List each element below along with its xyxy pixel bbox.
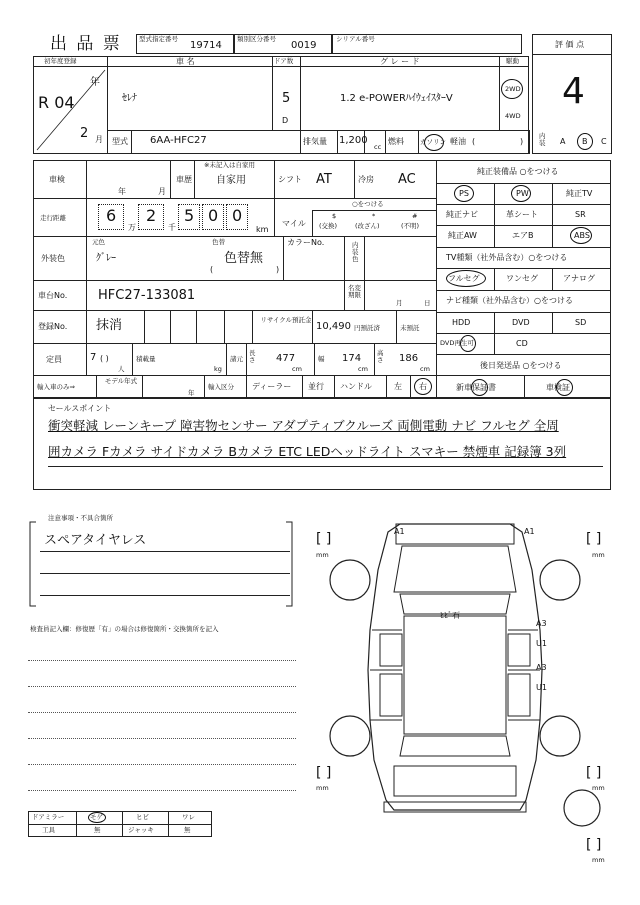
door-mirror-label: ドアミラー [32, 813, 65, 821]
type-no-label: 型式指定番号 [139, 35, 178, 43]
tools-label: 工具 [42, 826, 55, 834]
interior-a: A [560, 137, 566, 146]
damage-mark-door-u1-1: U1 [536, 639, 547, 648]
equip-pw: PW [516, 189, 529, 198]
mile-label: マイル [282, 219, 306, 228]
interior-b: B [582, 137, 588, 146]
fuel-diesel: 軽油 [450, 137, 466, 146]
import-parallel: 並行 [308, 382, 324, 391]
mileage-digit-3: 0 [232, 206, 243, 225]
mirror-mote-circle [88, 812, 106, 823]
equip-tv: 純正TV [566, 189, 593, 198]
recycle-label: リサイクル預託金 [260, 316, 312, 324]
length-label: 長さ [249, 349, 256, 365]
model-label: 型式 [112, 137, 128, 146]
model-value: 6AA-HFC27 [150, 135, 207, 146]
interior-color-label: 内装色 [352, 241, 359, 264]
star-mark: * [372, 212, 376, 220]
inspection-year-unit: 年 [118, 187, 126, 196]
length-value: 477 [276, 353, 296, 364]
dvd-playback: DVD再生可 [440, 339, 474, 347]
tv-fullseg-circle [446, 270, 486, 287]
equip-leather: 革シート [506, 210, 538, 219]
damage-mark-front-right: A1 [524, 527, 535, 536]
nav-dvd: DVD [512, 318, 530, 327]
class-no-value: 0019 [291, 40, 317, 51]
damage-mark-front-left: A1 [394, 527, 405, 536]
damage-mark-door-a3-1: A3 [536, 619, 547, 628]
equip-sr: SR [575, 210, 586, 219]
history-note: ※未記入は自家用 [204, 161, 255, 169]
import-dealer: ディーラー [252, 382, 292, 391]
chassis-value: HFC27-133081 [98, 288, 196, 303]
diagram-bracket-rear-right: [ ] [586, 765, 602, 781]
interior-c: C [601, 137, 607, 146]
hash-desc: (不明) [401, 222, 420, 230]
repaint-paren-open: ( [210, 265, 214, 274]
fuel-gasoline: ガソリン [420, 138, 446, 146]
vehicle-damage-diagram [310, 510, 630, 870]
mileage-digit-1: 5 [184, 206, 195, 225]
serial-label: シリアル番号 [336, 35, 375, 43]
reg-no-value: 抹消 [96, 318, 123, 333]
inspector-label: 検査員記入欄：修復歴「有」の場合は修復箇所・交換箇所を記入 [30, 625, 219, 633]
year-unit: 年 [90, 77, 100, 88]
later-warranty: 新車保証書 [456, 383, 496, 392]
first-reg-label: 初年度登録 [44, 57, 77, 65]
sales-point-line1: 衝突軽減 レーンキープ 障害物センサー アダプティブクルーズ 両側電動 ナビ フルセグ 全周 [48, 418, 559, 433]
length-unit: cm [292, 365, 302, 373]
tv-header: TV種類（社外品含む）○をつける [446, 253, 568, 262]
hash-mark: # [412, 212, 418, 220]
name-change-label: 名変期限 [348, 284, 361, 300]
fuel-label: 燃料 [388, 137, 404, 146]
nav-sd: SD [575, 318, 587, 327]
mileage-man: 6 [106, 206, 117, 225]
jack-value: 無 [184, 826, 191, 834]
load-label: 積載量 [136, 355, 156, 363]
circle-note: ○をつける [352, 200, 384, 208]
sen-unit: 千 [168, 223, 176, 232]
equip-airbag: エアB [512, 231, 534, 240]
dims-label: 諸元 [230, 355, 243, 363]
interior-label: 内装 [539, 132, 546, 147]
shift-label: シフト [278, 175, 302, 184]
star-desc: (改ざん) [355, 222, 380, 230]
capacity-unit: 人 [118, 365, 125, 373]
sales-point-line2: 囲カメラ Fカメラ サイドカメラ Bカメラ ETC LEDヘッドライト スマキー 禁煙車 記録簿 3列 [48, 444, 567, 459]
handle-label: ハンドル [340, 382, 372, 391]
equip-ps: PS [459, 189, 469, 198]
diagram-mm-spare: mm [592, 856, 605, 864]
recycle-value: 10,490 [316, 321, 351, 332]
recycle-none: 未預託 [400, 324, 420, 332]
width-unit: cm [358, 365, 368, 373]
reg-era-year: R 04 [38, 93, 75, 112]
notes-text: スペアタイヤレス [44, 533, 147, 548]
tv-oneseg: ワンセグ [506, 274, 538, 283]
displacement-value: 1,200 [339, 135, 368, 146]
door-count: 5 [282, 91, 291, 106]
import-cat-label: 輸入区分 [208, 383, 234, 391]
orig-color: ｸﾞﾚｰ [96, 253, 116, 264]
handle-left: 左 [394, 382, 402, 391]
tv-fullseg: フルセグ [448, 274, 480, 283]
diagram-bracket-front-right: [ ] [586, 531, 602, 547]
damage-mark-door-a3-2: A3 [536, 663, 547, 672]
ac-label: 冷房 [358, 175, 374, 184]
damage-mark-door-u1-2: U1 [536, 683, 547, 692]
door-d: D [282, 116, 289, 125]
recycle-unit: 円預託済 [354, 324, 380, 332]
height-label: 高さ [377, 349, 384, 365]
later-warranty-circle [471, 379, 488, 396]
jack-label: ジャッキ [128, 826, 154, 834]
mirror-crack: ヒビ [136, 813, 149, 821]
inspection-label: 車検 [49, 175, 65, 184]
car-name-label: 車 名 [176, 57, 195, 66]
color-no-label: カラーNo. [287, 238, 325, 247]
equip-header: 純正装備品 ○をつける [477, 167, 559, 176]
later-shakensho-circle [556, 379, 573, 396]
fuel-gasoline-circle [424, 134, 444, 151]
km-unit: km [256, 225, 269, 234]
nav-hdd: HDD [452, 318, 471, 327]
height-unit: cm [420, 365, 430, 373]
displacement-label: 排気量 [303, 137, 327, 146]
notes-label: 注意事項・不具合箇所 [48, 514, 113, 522]
form-title: 出 品 票 [50, 34, 122, 54]
inspection-month-unit: 月 [158, 187, 166, 196]
fuel-paren-close: ) [520, 137, 524, 146]
later-shakensho: 車検証 [546, 383, 570, 392]
score-label: 評 価 点 [555, 40, 585, 49]
drive-4wd: 4WD [505, 112, 521, 120]
man-unit: 万 [128, 223, 136, 232]
equip-pw-circle [511, 185, 531, 202]
exterior-color-label: 外装色 [41, 254, 65, 263]
diagram-mm-front-left: mm [316, 551, 329, 559]
repaint-value: 色替無 [224, 251, 264, 266]
dvd-playback-circle [460, 335, 476, 352]
later-header: 後日発送品 ○をつける [480, 361, 562, 370]
diagram-mm-rear-right: mm [592, 784, 605, 792]
handle-right-circle [414, 378, 432, 395]
drive-label: 駆動 [506, 57, 519, 65]
orig-color-label: 元色 [92, 238, 105, 246]
diagram-mm-front-right: mm [592, 551, 605, 559]
model-year-label: モデル年式 [104, 377, 138, 385]
tools-value: 無 [94, 826, 101, 834]
history-label: 車歴 [176, 175, 192, 184]
capacity-label: 定員 [46, 355, 62, 364]
capacity-value: 7 [90, 352, 97, 363]
height-value: 186 [399, 353, 419, 364]
mirror-break: ワレ [182, 813, 195, 821]
type-no-value: 19714 [190, 40, 222, 51]
ac-value: AC [398, 172, 416, 187]
width-value: 174 [342, 353, 362, 364]
mileage-label: 走行距離 [40, 214, 66, 222]
reg-month: 2 [80, 126, 89, 141]
dollar-desc: (交換) [319, 222, 338, 230]
load-unit: kg [214, 365, 222, 373]
mileage-digit-2: 0 [208, 206, 219, 225]
sales-point-label: セールスポイント [48, 404, 112, 413]
reg-no-label: 登録No. [38, 322, 68, 331]
score-value: 4 [562, 71, 585, 112]
equip-ps-circle [454, 185, 474, 202]
equip-aw: 純正AW [448, 231, 477, 240]
repaint-paren-close: ) [276, 265, 280, 274]
equip-navi: 純正ナビ [446, 210, 478, 219]
interior-b-circle [577, 133, 593, 150]
grade-label: グ レ ー ド [380, 57, 420, 66]
history-value: 自家用 [216, 175, 246, 186]
name-change-day: 日 [424, 299, 431, 307]
dollar-mark: $ [332, 212, 337, 220]
model-year-unit: 年 [188, 389, 195, 397]
nav-header: ナビ種類（社外品含む）○をつける [446, 296, 573, 305]
equip-abs: ABS [574, 231, 590, 240]
month-unit: 月 [95, 135, 103, 144]
diagram-bracket-rear-left: [ ] [316, 765, 332, 781]
import-label: 輸入車のみ⇒ [37, 383, 75, 391]
shift-value: AT [316, 172, 332, 187]
grade-value: 1.2 e-POWERﾊｲｳｪｲｽﾀｰV [340, 93, 453, 104]
name-change-month: 月 [396, 299, 403, 307]
damage-mark-windshield: ﾋﾋﾞ石 [440, 611, 460, 620]
diagram-bracket-spare: [ ] [586, 837, 602, 853]
drive-2wd-circle [501, 79, 523, 99]
car-name: ｾﾚﾅ [122, 93, 137, 104]
cc-unit: cc [374, 143, 382, 151]
mileage-sen: 2 [146, 206, 157, 225]
diagram-mm-rear-left: mm [316, 784, 329, 792]
mirror-mote: モゲ [90, 813, 103, 821]
doors-label: ドア数 [274, 57, 294, 65]
cd: CD [516, 339, 528, 348]
repaint-label: 色替 [212, 238, 225, 246]
width-label: 幅 [318, 355, 325, 363]
fuel-paren-open: ( [472, 137, 476, 146]
equip-abs-circle [570, 227, 592, 244]
diagram-bracket-front-left: [ ] [316, 531, 332, 547]
tv-analog: アナログ [563, 274, 595, 283]
class-no-label: 類別区分番号 [237, 35, 276, 43]
drive-2wd: 2WD [505, 85, 521, 93]
chassis-label: 車台No. [38, 291, 68, 300]
handle-right: 右 [419, 382, 427, 391]
capacity-paren: ( ) [100, 354, 109, 363]
